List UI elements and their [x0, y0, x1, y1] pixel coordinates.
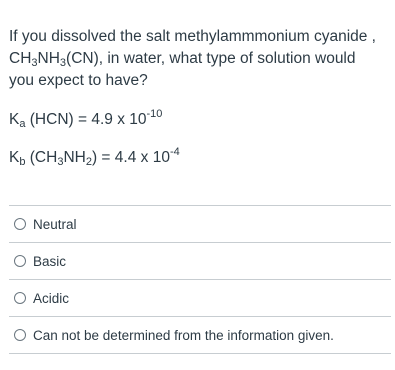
answer-label[interactable]: Can not be determined from the information given.: [33, 327, 334, 343]
answer-option-acidic[interactable]: [9, 279, 391, 316]
radio-button-icon[interactable]: [14, 218, 26, 230]
ka-text: (HCN) = 4.9 x 10: [25, 111, 147, 128]
answer-list: [9, 205, 391, 354]
kb-sub: b: [19, 156, 26, 168]
formula-sub-3b: 3: [59, 57, 67, 69]
question-line-2-text: (CN), in water, what type of solution would: [66, 50, 356, 67]
kb-exponent: -4: [169, 146, 180, 158]
question-line-3: [9, 70, 387, 92]
question-line-1: [9, 26, 387, 48]
radio-button-icon[interactable]: [14, 292, 26, 304]
formula-nh: NH: [37, 50, 60, 67]
answer-label[interactable]: Acidic: [33, 290, 70, 306]
answer-label[interactable]: Basic: [33, 253, 67, 269]
kb-text-b: NH: [63, 149, 86, 166]
question-line-1-text: If you dissolved the salt methylammmonium cyanide ,: [9, 28, 376, 45]
answer-option-basic[interactable]: [9, 242, 391, 279]
formula-ch: CH: [9, 50, 32, 67]
kb-text-c: ) = 4.4 x 10: [91, 149, 170, 166]
kb-constant: [9, 146, 180, 168]
ka-sub: a: [19, 118, 26, 130]
kb-sub-2: 2: [85, 156, 92, 168]
ka-constant: [9, 108, 163, 130]
radio-button-icon[interactable]: [14, 255, 26, 267]
ka-k: K: [9, 111, 20, 128]
kb-text-a: (CH: [25, 149, 58, 166]
ka-exponent: -10: [146, 108, 163, 120]
answer-option-neutral[interactable]: [9, 205, 391, 242]
question-line-2: [9, 48, 387, 70]
question-text: [9, 26, 387, 92]
kb-k: K: [9, 149, 20, 166]
radio-button-icon[interactable]: [14, 329, 26, 341]
formula-sub-3a: 3: [31, 57, 38, 69]
kb-sub-3: 3: [57, 156, 64, 168]
answer-option-cannot-determine[interactable]: [9, 316, 391, 354]
answer-label[interactable]: Neutral: [33, 216, 77, 232]
question-line-3-text: you expect to have?: [9, 72, 148, 89]
